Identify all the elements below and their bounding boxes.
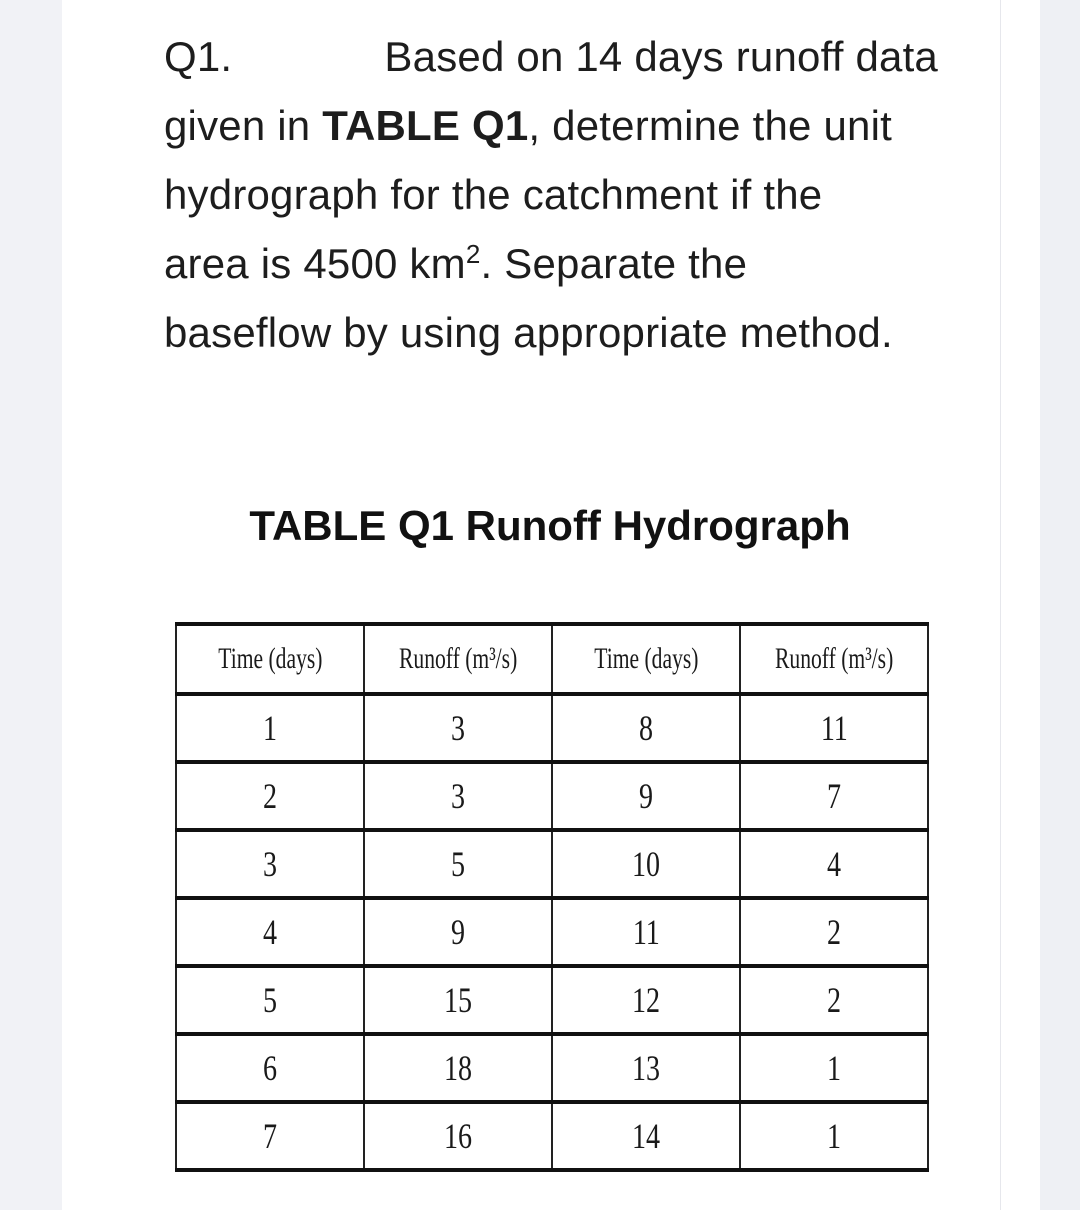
question-text — [164, 22, 938, 367]
table-row — [176, 898, 928, 966]
header-time-2: Time (days) — [552, 624, 740, 694]
header-runoff-1: Runoff (m³/s) — [364, 624, 552, 694]
table-reference: TABLE Q1 — [322, 102, 529, 149]
table-cell: 6 — [176, 1034, 364, 1102]
table-row — [176, 966, 928, 1034]
page-margin — [1040, 0, 1080, 1210]
table-cell: 12 — [552, 966, 740, 1034]
table-cell: 16 — [364, 1102, 552, 1170]
table-cell: 5 — [176, 966, 364, 1034]
table-row — [176, 1102, 928, 1170]
table-cell: 2 — [176, 762, 364, 830]
table-row — [176, 830, 928, 898]
header-time-1: Time (days) — [176, 624, 364, 694]
table-cell: 7 — [740, 762, 928, 830]
table-cell: 2 — [740, 898, 928, 966]
table-cell: 8 — [552, 694, 740, 762]
table-title: TABLE Q1 Runoff Hydrograph — [249, 502, 851, 549]
table-cell: 10 — [552, 830, 740, 898]
table-row — [176, 1034, 928, 1102]
scroll-track[interactable] — [1000, 0, 1041, 1210]
question-line-2: given in TABLE Q1, determine the unit — [164, 102, 892, 149]
table-cell: 5 — [364, 830, 552, 898]
table-cell: 4 — [176, 898, 364, 966]
header-runoff-2: Runoff (m³/s) — [740, 624, 928, 694]
question-number: Q1. — [164, 33, 233, 80]
table-cell: 2 — [740, 966, 928, 1034]
table-cell: 15 — [364, 966, 552, 1034]
question-line-5: baseflow by using appropriate method. — [164, 309, 893, 356]
table-cell: 18 — [364, 1034, 552, 1102]
runoff-table — [175, 622, 929, 1172]
table-cell: 14 — [552, 1102, 740, 1170]
table-cell: 3 — [364, 694, 552, 762]
table-cell: 3 — [176, 830, 364, 898]
table-cell: 1 — [740, 1034, 928, 1102]
table-cell: 7 — [176, 1102, 364, 1170]
table-cell: 11 — [552, 898, 740, 966]
table-row — [176, 694, 928, 762]
question-line-1: Q1. Based on 14 days runoff data — [164, 22, 938, 91]
table-cell: 9 — [364, 898, 552, 966]
table-cell: 1 — [176, 694, 364, 762]
table-row — [176, 762, 928, 830]
table-cell: 13 — [552, 1034, 740, 1102]
table-cell: 4 — [740, 830, 928, 898]
table-header-row — [176, 624, 928, 694]
question-line-3: hydrograph for the catchment if the — [164, 171, 823, 218]
table-cell: 11 — [740, 694, 928, 762]
table-cell: 1 — [740, 1102, 928, 1170]
table-cell: 3 — [364, 762, 552, 830]
table-cell: 9 — [552, 762, 740, 830]
question-line-4: area is 4500 $km^2$. Separate the — [164, 239, 748, 287]
